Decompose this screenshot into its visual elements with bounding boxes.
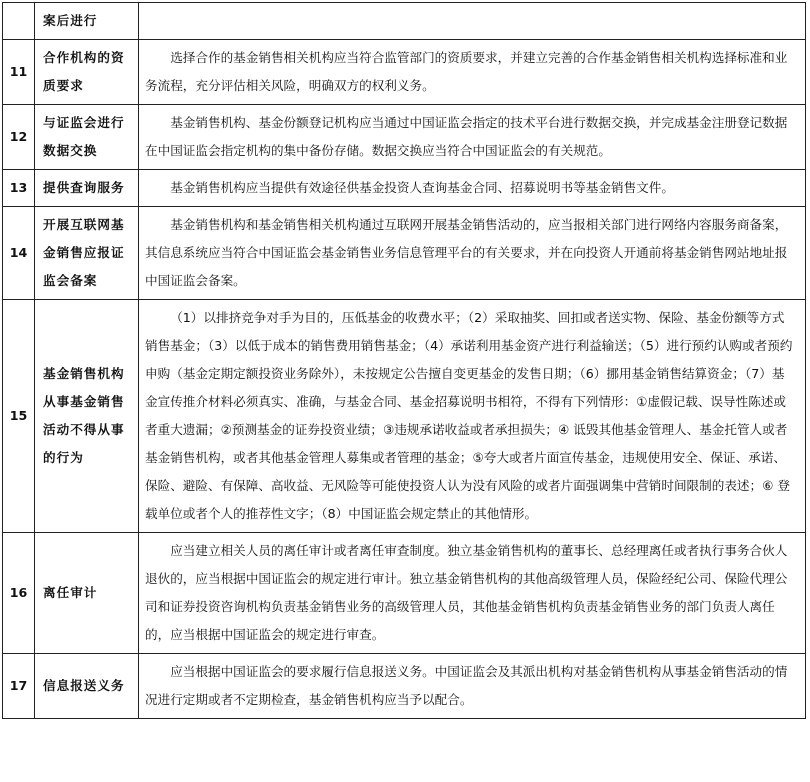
row-number: 16 (3, 533, 35, 654)
table-row (3, 3, 806, 40)
row-number (3, 3, 35, 40)
row-item: 基金销售机构从事基金销售活动不得从事的行为 (35, 300, 139, 533)
row-number: 15 (3, 300, 35, 533)
row-number: 12 (3, 105, 35, 170)
row-description: 基金销售机构、基金份额登记机构应当通过中国证监会指定的技术平台进行数据交换，并完成基金注册登记数据在中国证监会指定机构的集中备份存储。数据交换应当符合中国证监会的有关规范。 (139, 105, 806, 170)
row-number: 17 (3, 654, 35, 719)
row-item: 提供查询服务 (35, 170, 139, 207)
row-description: 选择合作的基金销售相关机构应当符合监管部门的资质要求，并建立完善的合作基金销售相关机构选择标准和业务流程，充分评估相关风险，明确双方的权利义务。 (139, 40, 806, 105)
table-row (3, 105, 806, 170)
row-description: （1）以排挤竞争对手为目的，压低基金的收费水平；（2）采取抽奖、回扣或者送实物、保险、基金份额等方式销售基金；（3）以低于成本的销售费用销售基金；（4）承诺利用基金资产进行利益输送；（5）进行预约认购或者预约申购（基金定期定额投资业务除外），未按规定公告擅自变更基金的发售日期；（6）挪用基金销售结算资金；（7）基金宣传推介材料必须真实、准确，与基金合同、基金招募说明书相符，不得有下列情形：①虚假记载、误导性陈述或者重大遗漏；②预测基金的证券投资业绩；③违规承诺收益或者承担损失；④ 诋毁其他基金管理人、基金托管人或者基金销售机构，或者其他基金管理人募集或者管理的基金；⑤夸大或者片面宣传基金，违规使用安全、保证、承诺、保险、避险、有保障、高收益、无风险等可能使投资人认为没有风险的或者片面强调集中营销时间限制的表述；⑥ 登载单位或者个人的推荐性文字；（8）中国证监会规定禁止的其他情形。 (139, 300, 806, 533)
table-row (3, 170, 806, 207)
row-description: 基金销售机构应当提供有效途径供基金投资人查询基金合同、招募说明书等基金销售文件。 (139, 170, 806, 207)
row-item: 合作机构的资质要求 (35, 40, 139, 105)
row-description: 基金销售机构和基金销售相关机构通过互联网开展基金销售活动的，应当报相关部门进行网络内容服务商备案，其信息系统应当符合中国证监会基金销售业务信息管理平台的有关要求，并在向投资人开通前将基金销售网站地址报中国证监会备案。 (139, 207, 806, 300)
row-item: 信息报送义务 (35, 654, 139, 719)
row-description: 应当根据中国证监会的要求履行信息报送义务。中国证监会及其派出机构对基金销售机构从事基金销售活动的情况进行定期或者不定期检查，基金销售机构应当予以配合。 (139, 654, 806, 719)
table-row (3, 207, 806, 300)
table-row (3, 654, 806, 719)
regulation-table-page (2, 2, 808, 778)
table-row (3, 40, 806, 105)
row-number: 11 (3, 40, 35, 105)
row-number: 13 (3, 170, 35, 207)
row-item: 案后进行 (35, 3, 139, 40)
regulation-table (2, 2, 806, 719)
table-row (3, 300, 806, 533)
row-item: 开展互联网基金销售应报证监会备案 (35, 207, 139, 300)
table-row (3, 533, 806, 654)
row-item: 与证监会进行数据交换 (35, 105, 139, 170)
row-number: 14 (3, 207, 35, 300)
row-description: 应当建立相关人员的离任审计或者离任审查制度。独立基金销售机构的董事长、总经理离任或者执行事务合伙人退伙的，应当根据中国证监会的规定进行审计。独立基金销售机构的其他高级管理人员，保险经纪公司、保险代理公司和证券投资咨询机构负责基金销售业务的高级管理人员，其他基金销售机构负责基金销售业务的部门负责人离任的，应当根据中国证监会的规定进行审查。 (139, 533, 806, 654)
row-item: 离任审计 (35, 533, 139, 654)
row-description (139, 3, 806, 40)
